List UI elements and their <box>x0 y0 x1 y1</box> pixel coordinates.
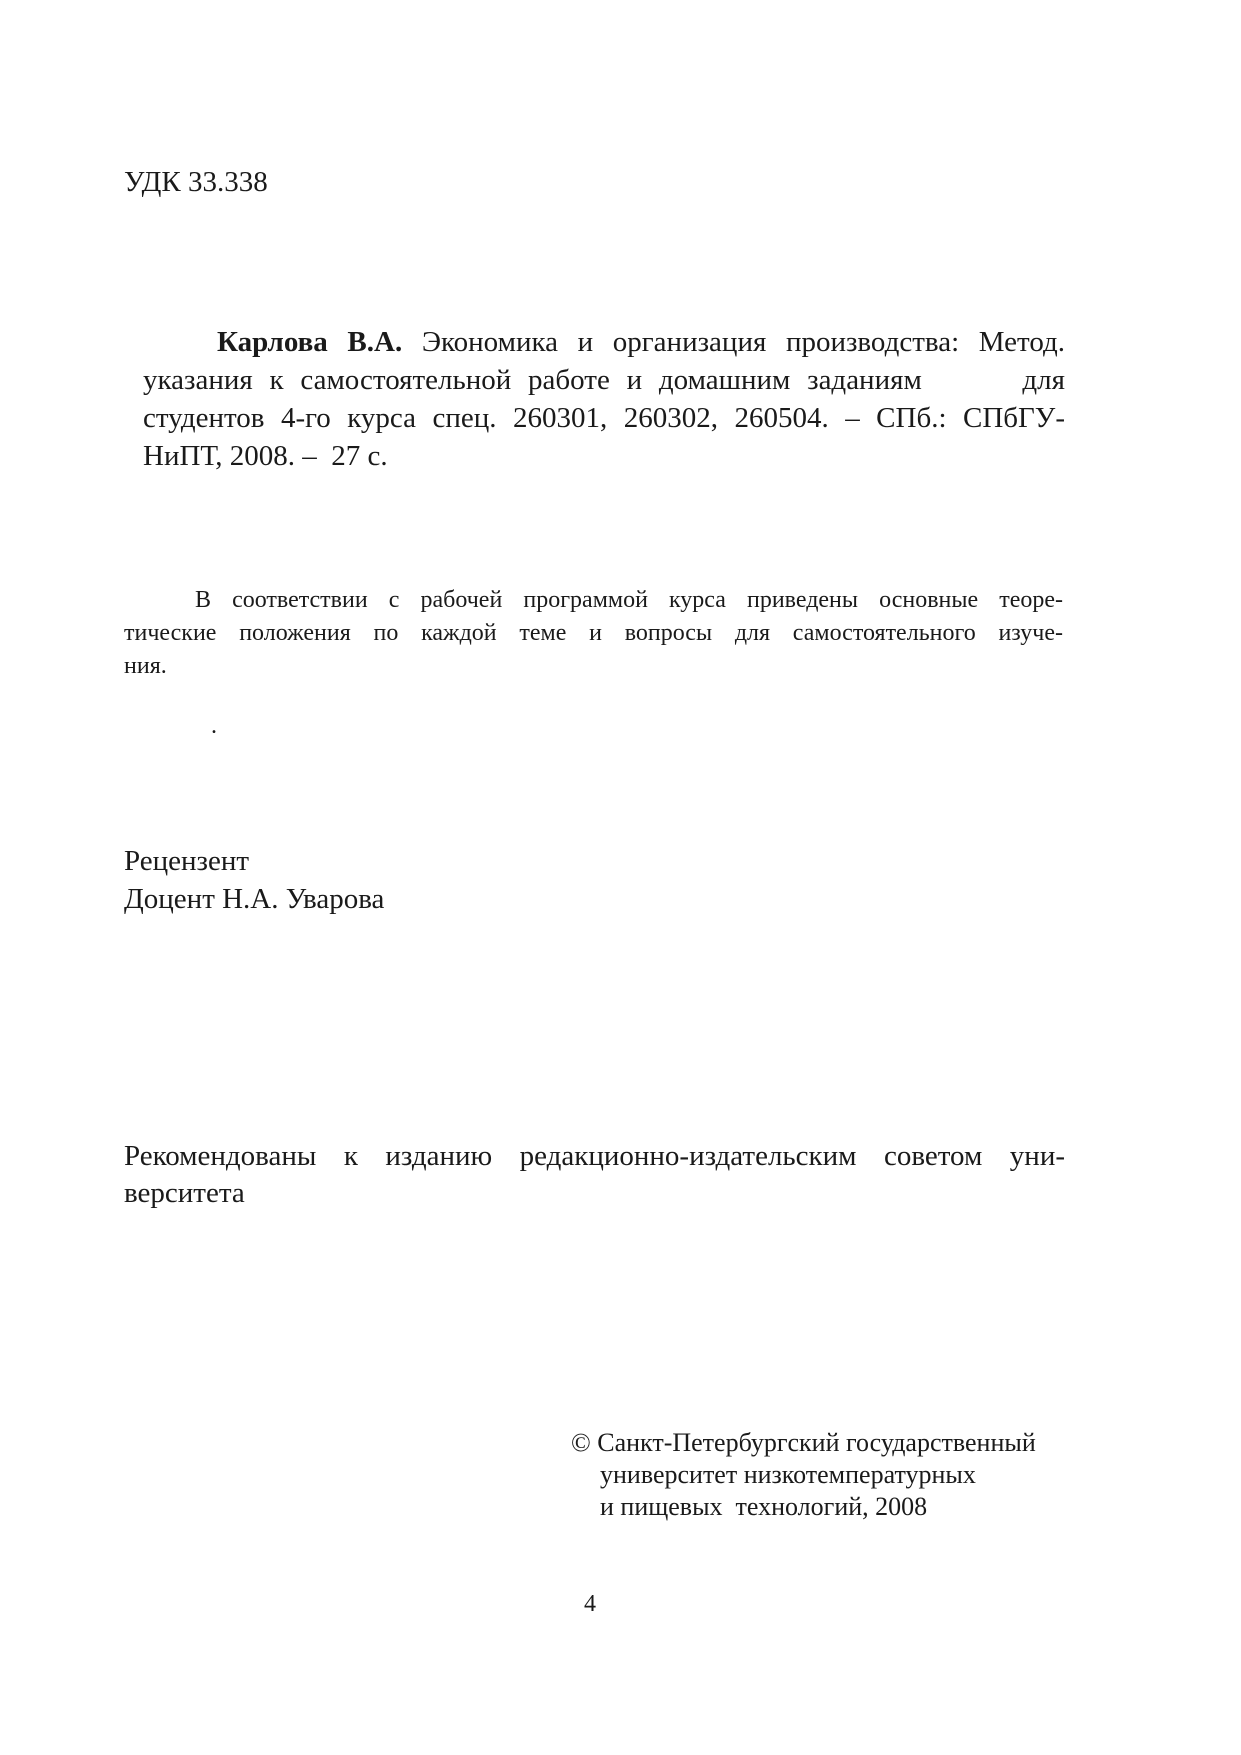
abstract-line-3: ния. <box>124 653 167 679</box>
stray-dot: . <box>211 713 217 739</box>
udk-code: УДК 33.338 <box>124 166 268 198</box>
copyright-line-1: © Санкт-Петербургский государственный <box>571 1428 1036 1457</box>
title-text: Экономика и организация производства: Метод. <box>421 326 1066 358</box>
abstract-line-1: В соответствии с рабочей программой курса приведены основные теоре- <box>195 587 1063 613</box>
author-name: Карлова В.А. <box>217 326 403 358</box>
bibliography-line-3: студентов 4-го курса спец. 260301, 260302, 260504. – СПб.: СПбГУ- <box>143 402 1065 434</box>
bibliography-line-2: указания к самостоятельной работе и домашним заданиям для <box>143 364 1065 396</box>
bibliography-line-1 <box>217 328 1065 357</box>
recommendation-line-2: верситета <box>124 1177 245 1209</box>
reviewer-name: Доцент Н.А. Уварова <box>124 883 385 915</box>
copyright-line-2: университет низкотемпературных <box>600 1460 976 1489</box>
copyright-line-3: и пищевых технологий, 2008 <box>600 1492 928 1521</box>
abstract-line-2: тические положения по каждой теме и вопросы для самостоятельного изуче- <box>124 620 1063 646</box>
page-number: 4 <box>584 1591 596 1617</box>
bibliography-line-4: НиПТ, 2008. – 27 с. <box>143 440 388 472</box>
recommendation-line-1: Рекомендованы к изданию редакционно-издательским советом уни- <box>124 1140 1065 1172</box>
reviewer-label: Рецензент <box>124 845 250 877</box>
